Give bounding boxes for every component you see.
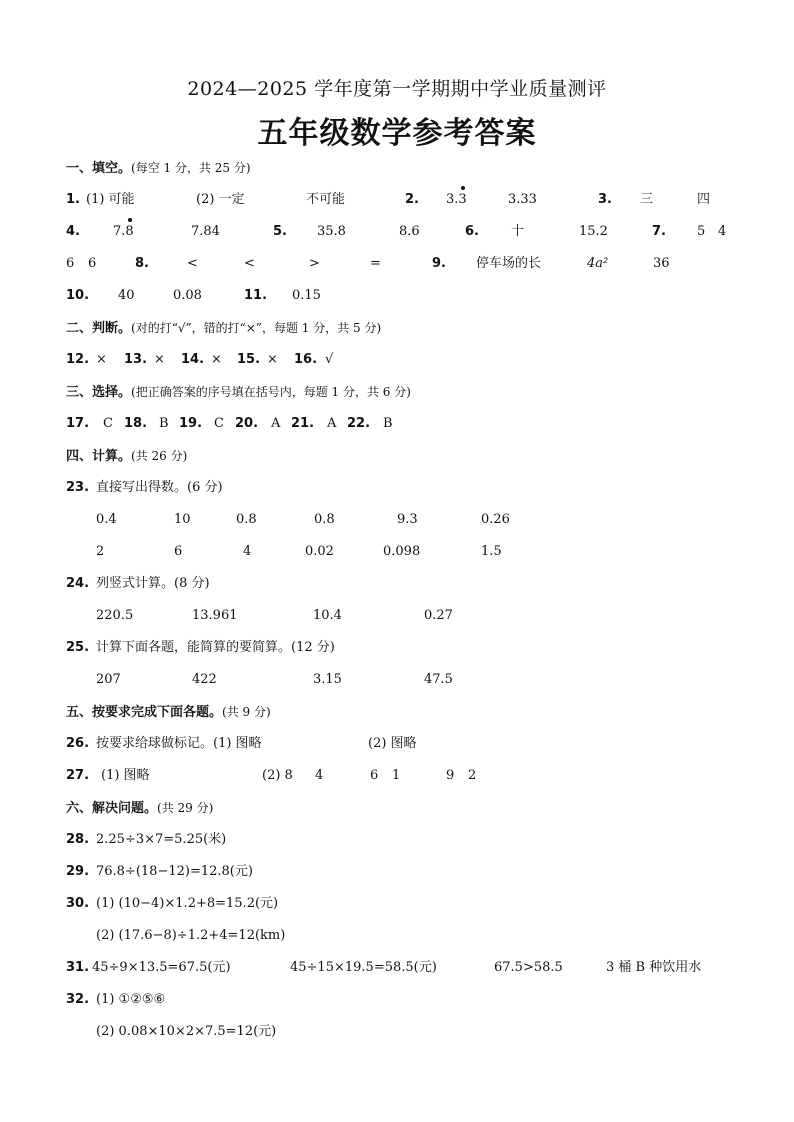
answer: A	[327, 416, 337, 431]
answer: A	[271, 416, 281, 431]
answer-repeating-decimal: 3.3	[446, 190, 467, 210]
answer: 15.2	[579, 224, 608, 239]
question-number: 20.	[235, 416, 259, 431]
answer: 按要求给球做标记。(1) 图略	[96, 736, 262, 751]
answer: B	[159, 416, 169, 431]
answer: C	[103, 416, 113, 431]
question-number: 28.	[66, 832, 90, 847]
section-1-heading	[0, 158, 794, 178]
answer: 9.3	[397, 512, 418, 527]
answer-row-25	[0, 670, 794, 690]
answer-row-32b	[0, 1022, 794, 1042]
answer: 207	[96, 672, 121, 687]
answer: 1.5	[481, 544, 502, 559]
answer-row-31	[0, 958, 794, 978]
answer: 10	[174, 512, 191, 527]
answer: ×	[211, 352, 222, 367]
section-title: 三、选择。	[66, 385, 132, 400]
question-number: 10.	[66, 288, 90, 303]
question-number: 11.	[244, 288, 268, 303]
question-23	[0, 478, 794, 498]
answer-row-24	[0, 606, 794, 626]
answer-row-judgement	[0, 350, 794, 370]
answer-row-32a	[0, 990, 794, 1010]
answer: 2	[96, 544, 105, 559]
answer: (1) 图略	[101, 768, 150, 783]
answer: 67.5>58.5	[494, 960, 563, 975]
question-number: 17.	[66, 416, 90, 431]
answer: 0.02	[305, 544, 334, 559]
answer: =	[370, 256, 381, 271]
section-title: 五、按要求完成下面各题。	[66, 705, 223, 720]
answer-row-23b	[0, 542, 794, 562]
answer: <	[244, 256, 255, 271]
answer: 36	[653, 256, 670, 271]
section-title: 六、解决问题。	[66, 801, 158, 816]
answer: 0.08	[173, 288, 202, 303]
section-6-heading	[0, 798, 794, 818]
question-text: 直接写出得数。(6 分)	[96, 480, 223, 495]
question-number: 30.	[66, 896, 90, 911]
question-number: 15.	[237, 352, 261, 367]
section-note: (共 29 分)	[157, 801, 214, 815]
answer: 4	[243, 544, 252, 559]
section-3-heading	[0, 382, 794, 402]
answer-row-2	[0, 222, 794, 242]
question-number: 13.	[124, 352, 148, 367]
answer: 8.6	[399, 224, 420, 239]
question-number: 5.	[273, 224, 287, 239]
question-number: 9.	[432, 256, 446, 271]
section-4-heading	[0, 446, 794, 466]
answer: 6	[174, 544, 183, 559]
question-number: 4.	[66, 224, 80, 239]
answer-row-4	[0, 286, 794, 306]
question-number: 2.	[405, 192, 419, 207]
answer-row-27	[0, 766, 794, 786]
question-text: 计算下面各题，能简算的要简算。(12 分)	[96, 640, 335, 655]
question-number: 31.	[66, 960, 90, 975]
answer: 0.8	[314, 512, 335, 527]
answer: (2) 一定	[196, 192, 245, 207]
question-number: 18.	[124, 416, 148, 431]
question-number: 8.	[135, 256, 149, 271]
section-2-heading	[0, 318, 794, 338]
section-5-heading	[0, 702, 794, 722]
question-number: 12.	[66, 352, 90, 367]
answer: √	[325, 352, 334, 367]
question-number: 6.	[465, 224, 479, 239]
answer: 不可能	[306, 192, 346, 207]
answer: (2) 0.08×10×2×7.5=12(元)	[96, 1024, 277, 1039]
answer: B	[383, 416, 393, 431]
answer: 5	[697, 224, 706, 239]
answer: 3.33	[508, 192, 537, 207]
answer-row-1	[0, 190, 794, 210]
answer: 3.15	[313, 672, 342, 687]
answer: 4	[718, 224, 727, 239]
answer: 35.8	[317, 224, 346, 239]
question-text: 列竖式计算。(8 分)	[96, 576, 210, 591]
answer: 0.27	[424, 608, 453, 623]
answer: 9	[446, 768, 455, 783]
section-title: 一、填空。	[66, 161, 132, 176]
answer-row-30a	[0, 894, 794, 914]
answer: (1) 可能	[86, 192, 135, 207]
question-number: 16.	[294, 352, 318, 367]
exam-title: 2024—2025 学年度第一学期期中学业质量测评	[187, 78, 607, 100]
question-number: 14.	[181, 352, 205, 367]
answer-row-29	[0, 862, 794, 882]
answer: (1) (10−4)×1.2+8=15.2(元)	[96, 896, 279, 911]
answer: <	[187, 256, 198, 271]
question-number: 29.	[66, 864, 90, 879]
answer: 13.961	[192, 608, 238, 623]
answer: 10.4	[313, 608, 342, 623]
question-25	[0, 638, 794, 658]
answer: 三	[640, 192, 654, 207]
answer-row-3	[0, 254, 794, 274]
answer-row-23a	[0, 510, 794, 530]
answer: C	[214, 416, 224, 431]
answer: 7.84	[191, 224, 220, 239]
answer: 0.098	[383, 544, 421, 559]
section-note: (共 9 分)	[222, 705, 271, 719]
answer: 6	[66, 256, 75, 271]
answer: 45÷15×19.5=58.5(元)	[290, 960, 437, 975]
answer: ×	[267, 352, 278, 367]
answer: 0.15	[292, 288, 321, 303]
answer: 1	[392, 768, 401, 783]
answer: 45÷9×13.5=67.5(元)	[92, 960, 231, 975]
answer: (2) 8	[262, 768, 293, 783]
answer: 2	[468, 768, 477, 783]
question-number: 27.	[66, 768, 90, 783]
answer: 0.26	[481, 512, 510, 527]
question-24	[0, 574, 794, 594]
question-number: 23.	[66, 480, 90, 495]
answer: (1) ①②⑤⑥	[96, 992, 166, 1007]
answer: 0.4	[96, 512, 117, 527]
section-note: (共 26 分)	[131, 449, 188, 463]
answer: ×	[96, 352, 107, 367]
answer-repeating-decimal: 7.8	[113, 222, 134, 242]
answer: >	[309, 256, 320, 271]
question-number: 7.	[652, 224, 666, 239]
answer: (2) 图略	[368, 736, 417, 751]
answer-row-30b	[0, 926, 794, 946]
answer-row-choice	[0, 414, 794, 434]
answer: 47.5	[424, 672, 453, 687]
answer: 6	[370, 768, 379, 783]
question-number: 25.	[66, 640, 90, 655]
answer: 40	[118, 288, 135, 303]
question-number: 24.	[66, 576, 90, 591]
section-note: (对的打“√”，错的打“×”，每题 1 分，共 5 分)	[131, 321, 382, 335]
answer: 3 桶 B 种饮用水	[606, 960, 702, 975]
question-number: 21.	[291, 416, 315, 431]
answer: 2.25÷3×7=5.25(米)	[96, 832, 227, 847]
section-title: 二、判断。	[66, 321, 132, 336]
answer: ×	[154, 352, 165, 367]
answer: 4a²	[587, 256, 609, 271]
answer: 停车场的长	[476, 256, 542, 271]
section-note: (每空 1 分，共 25 分)	[131, 161, 251, 175]
answer-row-26	[0, 734, 794, 754]
question-number: 3.	[598, 192, 612, 207]
question-number: 1.	[66, 192, 80, 207]
answer: 四	[697, 192, 711, 207]
answer: 十	[511, 224, 525, 239]
section-title: 四、计算。	[66, 449, 132, 464]
answer: 76.8÷(18−12)=12.8(元)	[96, 864, 253, 879]
answer: 6	[88, 256, 97, 271]
answer-key-title: 五年级数学参考答案	[257, 116, 537, 151]
question-number: 19.	[179, 416, 203, 431]
answer: 220.5	[96, 608, 134, 623]
question-number: 26.	[66, 736, 90, 751]
section-note: (把正确答案的序号填在括号内，每题 1 分，共 6 分)	[131, 385, 411, 399]
answer: 4	[315, 768, 324, 783]
question-number: 22.	[347, 416, 371, 431]
answer: 0.8	[236, 512, 257, 527]
answer: (2) (17.6−8)÷1.2+4=12(km)	[96, 928, 286, 943]
answer: 422	[192, 672, 217, 687]
answer-row-28	[0, 830, 794, 850]
question-number: 32.	[66, 992, 90, 1007]
